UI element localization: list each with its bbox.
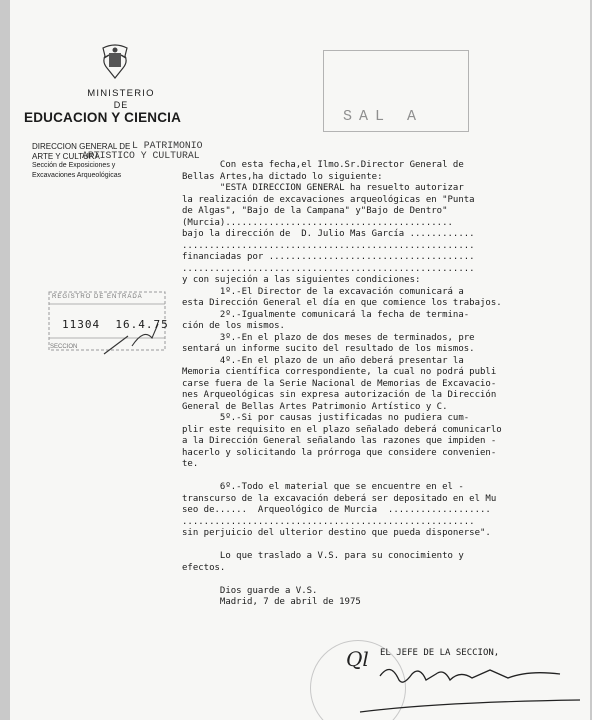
body-line: te. xyxy=(182,459,199,469)
body-line: hacerlo y solicitando la prórroga que considere convenien- xyxy=(182,447,497,458)
body-line: de Algas", "Bajo de la Campana" y"Bajo de Dentro" xyxy=(182,206,448,216)
registry-stamp-footer: SECCION xyxy=(50,344,78,350)
ministry-line-2: DE xyxy=(113,100,129,110)
body-line: nes Arqueológicas sin expresa autorización de la Dirección xyxy=(182,390,497,400)
dept-line-1: DIRECCION GENERAL DE xyxy=(32,142,131,151)
body-line: ...................................................... xyxy=(182,240,475,251)
dept-line-2: ARTE Y CULTURA xyxy=(32,151,100,161)
ministry-name: EDUCACION Y CIENCIA xyxy=(24,110,182,125)
letter-body xyxy=(182,160,502,609)
body-line: "ESTA DIRECCION GENERAL ha resuelto autorizar xyxy=(182,183,464,193)
body-line: bajo la dirección de D. Julio Mas García ............ xyxy=(182,229,475,239)
body-line xyxy=(182,574,502,586)
body-line: Memoria científica correspondiente, la cual no podrá publi xyxy=(182,367,497,377)
signature-title: EL JEFE DE LA SECCION, xyxy=(380,648,500,658)
signature-scribble-text: Ql xyxy=(346,647,369,671)
handwritten-signature xyxy=(340,640,590,720)
body-line: la realización de excavaciones arqueológicas en "Punta xyxy=(182,194,475,205)
body-line: Bellas Artes,ha dictado lo siguiente: xyxy=(182,171,383,182)
body-line: a la Dirección General señalando las razones que impiden - xyxy=(182,436,497,446)
body-line: 5º.-Si por causas justificadas no pudiera cum- xyxy=(182,413,470,423)
body-line: ción de los mismos. xyxy=(182,321,285,331)
body-line: (Murcia).......................................... xyxy=(182,217,453,228)
body-line: ...................................................... xyxy=(182,263,475,274)
document-page xyxy=(10,0,590,720)
header-stamp-text: SAL A xyxy=(343,108,424,125)
body-line: efectos. xyxy=(182,562,226,573)
body-line: 1º.-El Director de la excavación comunicará a xyxy=(182,286,464,297)
body-line: 6º.-Todo el material que se encuentre en el - xyxy=(182,482,464,492)
body-line: plir este requisito en el plazo señalado deberá comunicarlo xyxy=(182,424,502,435)
dept-line-4: Excavaciones Arqueológicas xyxy=(32,171,122,179)
body-line: transcurso de la excavación deberá ser depositado en el Mu xyxy=(182,493,497,504)
body-line: General de Bellas Artes Patrimonio Artístico y C. xyxy=(182,401,448,412)
typed-overlay-1: L PATRIMONIO xyxy=(132,140,203,151)
ministry-line-1: MINISTERIO xyxy=(87,88,155,99)
registry-number: 11304 xyxy=(62,318,101,331)
body-line: carse fuera de la Serie Nacional de Memorias de Excavacio- xyxy=(182,378,497,389)
body-line: Lo que traslado a V.S. para su conocimiento y xyxy=(182,551,464,561)
body-line: y con sujeción a las siguientes condiciones: xyxy=(182,275,421,285)
body-line xyxy=(182,540,502,552)
body-line: 4º.-En el plazo de un año deberá presentar la xyxy=(182,355,464,366)
body-line: esta Dirección General el día en que comience los trabajos. xyxy=(182,298,502,308)
body-line: seo de...... Arqueológico de Murcia ................... xyxy=(182,505,491,515)
body-line xyxy=(182,471,502,483)
registry-date: 16.4.75 xyxy=(115,318,169,331)
department-block xyxy=(32,142,130,180)
dept-line-3: Sección de Exposiciones y xyxy=(32,162,116,169)
coat-of-arms-icon xyxy=(100,44,130,80)
body-line: Dios guarde a V.S. xyxy=(182,585,318,596)
body-line: Madrid, 7 de abril de 1975 xyxy=(182,597,361,607)
body-line: financiadas por ...................................... xyxy=(182,252,475,262)
body-line: 3º.-En el plazo de dos meses de terminados, pre xyxy=(182,332,475,343)
typed-overlay-2: ARTISTICO Y CULTURAL xyxy=(82,150,200,161)
registry-stamp-number xyxy=(62,318,169,331)
body-line: 2º.-Igualmente comunicará la fecha de termina- xyxy=(182,309,470,320)
body-line: sentará un informe sucito del resultado de los mismos. xyxy=(182,344,475,354)
body-line: ...................................................... xyxy=(182,516,475,527)
registry-stamp-header: REGISTRO DE ENTRADA xyxy=(52,294,143,300)
body-line: sin perjuicio del ulterior destino que pueda disponerse". xyxy=(182,528,491,538)
body-line: Con esta fecha,el Ilmo.Sr.Director General de xyxy=(182,160,464,170)
